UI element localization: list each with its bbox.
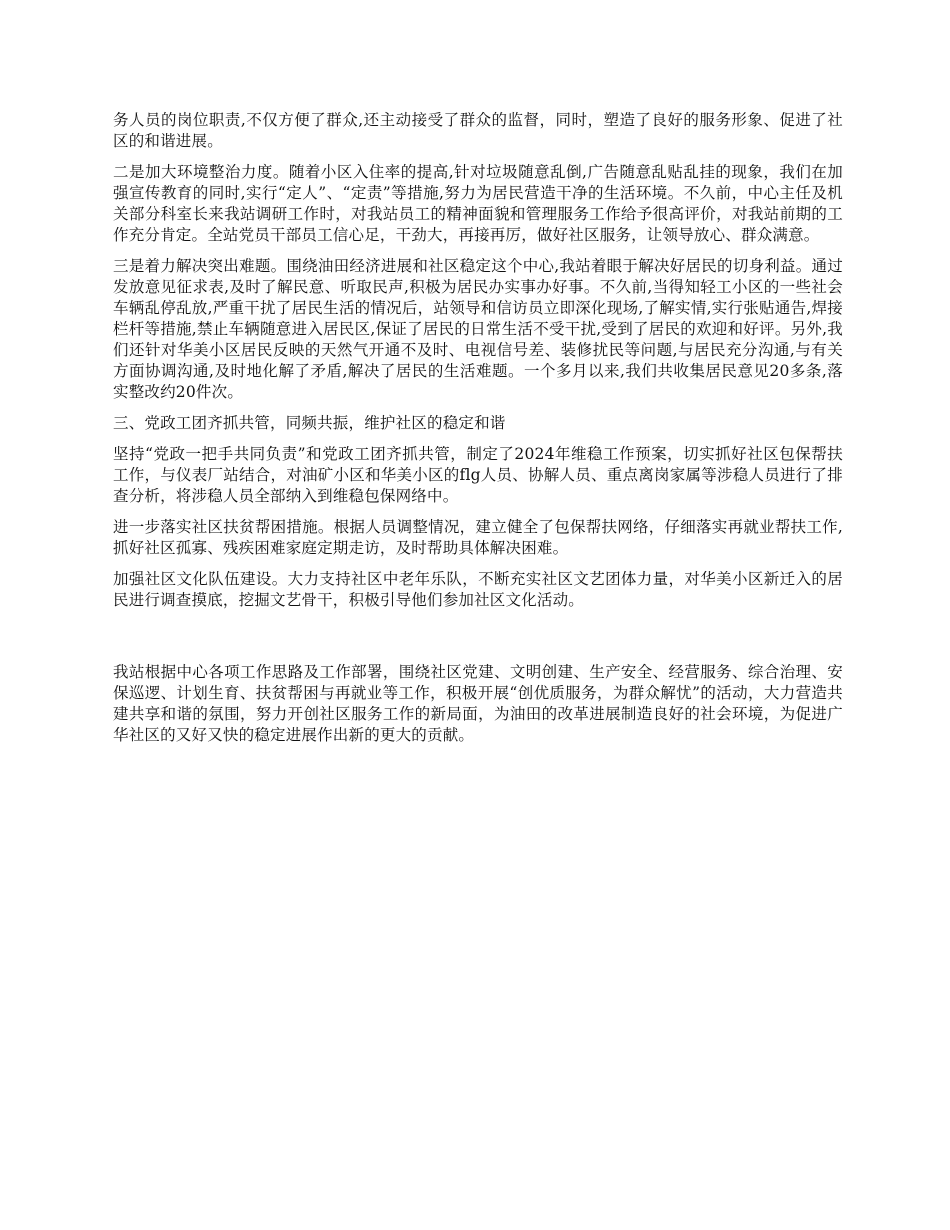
paragraph-stability: 坚持“党政一把手共同负责”和党政工团齐抓共管，制定了2024年维稳工作预案，切实抓好社区包保帮扶工作，与仪表厂站结合，对油矿小区和华美小区的flg人员、协解人员、重点离岗家属等涉稳人员进行了排查分析，将涉稳人员全部纳入到维稳包保网络中。 (113, 445, 843, 505)
spacer (113, 621, 843, 662)
paragraph-poverty-relief: 进一步落实社区扶贫帮困措施。根据人员调整情况，建立健全了包保帮扶网络，仔细落实再就业帮扶工作,抓好社区孤寡、残疾困难家庭定期走访，及时帮助具体解决困难。 (113, 518, 843, 557)
paragraph-problems: 三是着力解决突出难题。围绕油田经济进展和社区稳定这个中心,我站着眼于解决好居民的切身利益。通过发放意见征求表,及时了解民意、听取民声,积极为居民办实事办好事。不久前,当得知轻工小区的一些社会车辆乱停乱放,严重干扰了居民生活的情况后，站领导和信访员立即深化现场,了解实情,实行张贴通告,焊接栏杆等措施,禁止车辆随意进入居民区,保证了居民的日常生活不受干扰,受到了居民的欢迎和好评。另外,我们还针对华美小区居民反映的天然气开通不及时、电视信号差、装修扰民等问题,与居民充分沟通,与有关方面协调沟通,及时地化解了矛盾,解决了居民的生活难题。一个多月以来,我们共收集居民意见20多条,落实整改约20件次。 (113, 257, 843, 401)
paragraph-conclusion: 我站根据中心各项工作思路及工作部署，围绕社区党建、文明创建、生产安全、经营服务、综合治理、安保巡逻、计划生育、扶贫帮困与再就业等工作，积极开展“创优质服务，为群众解忧”的活动，大力营造共建共享和谐的氛围，努力开创社区服务工作的新局面，为油田的改革进展制造良好的社会环境，为促进广华社区的又好又快的稳定进展作出新的更大的贡献。 (113, 663, 843, 744)
paragraph-culture: 加强社区文化队伍建设。大力支持社区中老年乐队，不断充实社区文艺团体力量，对华美小区新迁入的居民进行调查摸底，挖掘文艺骨干，积极引导他们参加社区文化活动。 (113, 570, 843, 609)
paragraph-environment: 二是加大环境整治力度。随着小区入住率的提高,针对垃圾随意乱倒,广告随意乱贴乱挂的现象，我们在加强宣传教育的同时,实行“定人”、“定责”等措施,努力为居民营造干净的生活环境。不久前，中心主任及机关部分科室长来我站调研工作时，对我站员工的精神面貌和管理服务工作给予很高评价，对我站前期的工作充分肯定。全站党员干部员工信心足，干劲大，再接再厉，做好社区服务，让领导放心、群众满意。 (113, 163, 843, 244)
paragraph-service-duties: 务人员的岗位职责,不仅方便了群众,还主动接受了群众的监督，同时，塑造了良好的服务形象、促进了社区的和谐进展。 (113, 111, 843, 150)
document-body (113, 110, 843, 756)
section-heading: 三、党政工团齐抓共管，同频共振，维护社区的稳定和谐 (113, 414, 506, 432)
